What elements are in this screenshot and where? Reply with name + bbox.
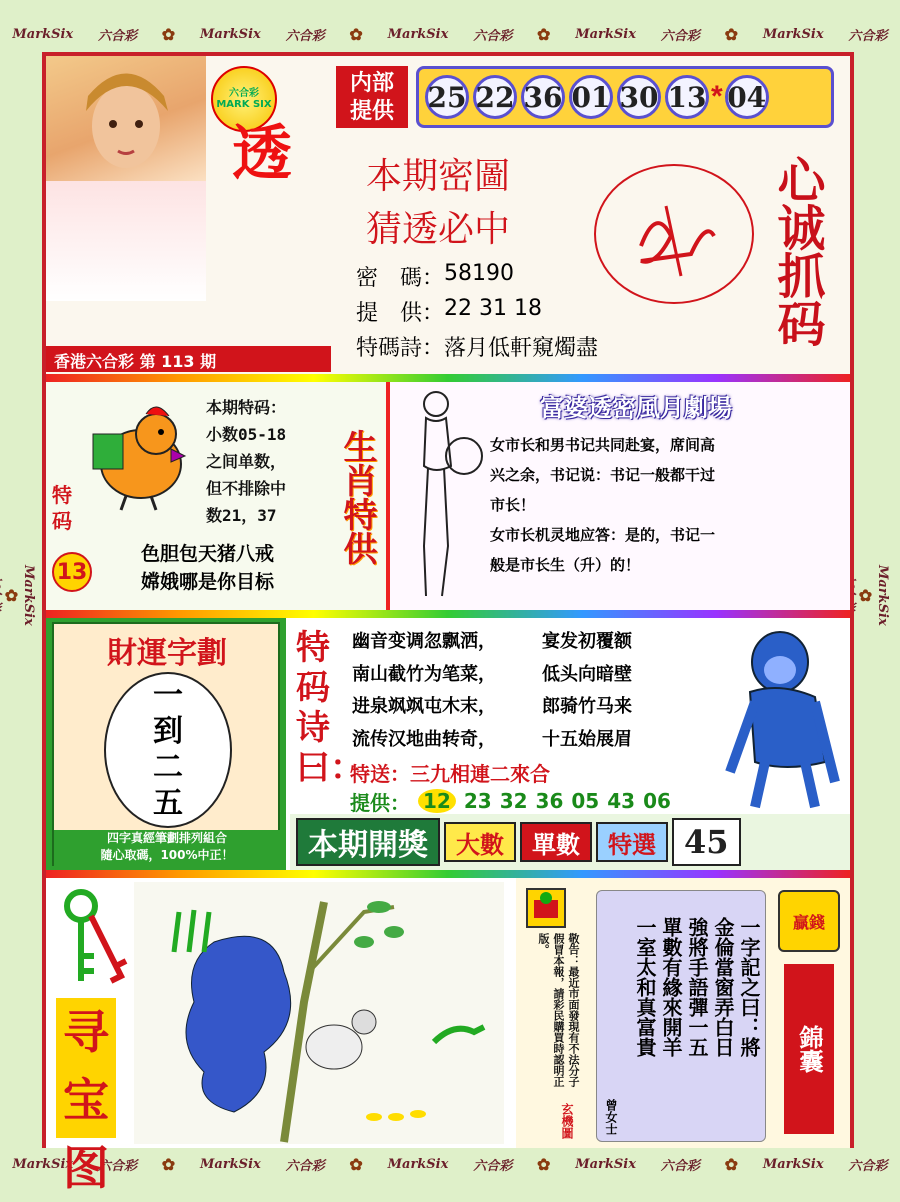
side-title-shengxiao: 生肖特供 xyxy=(337,429,377,565)
divider xyxy=(46,610,850,618)
brand-text: MarkSix xyxy=(575,26,636,42)
brand-text: MarkSix xyxy=(200,26,261,42)
frame-bottom-strip xyxy=(0,1150,900,1178)
scroll-line: 金倫當窗弄白日 xyxy=(711,917,735,1057)
brand-text: MarkSix xyxy=(200,1156,261,1172)
divider xyxy=(46,870,850,878)
poem-section xyxy=(290,618,850,814)
fortune-section xyxy=(46,618,286,870)
main-board xyxy=(42,52,854,1195)
send-row xyxy=(350,758,710,788)
scroll-lines xyxy=(633,917,761,1057)
poem-line: 低头向暗壁 xyxy=(542,663,632,685)
hint-line: 数21，37 xyxy=(206,506,277,525)
poem-label: 特碼詩： xyxy=(356,336,445,361)
logo-text: 六合彩 MARK SIX xyxy=(216,88,272,110)
zodiac-hint xyxy=(206,394,336,534)
fortune-char: 二 xyxy=(153,750,183,785)
flower-icon: ✿ xyxy=(349,24,363,44)
draw-title: 本期開獎 xyxy=(296,818,440,866)
brand-text: MarkSix xyxy=(762,26,824,42)
poem-line: 郎骑竹马来 xyxy=(542,696,632,717)
provide-number: 06 xyxy=(643,789,671,813)
secret-subtitle: 猜透必中 xyxy=(366,209,511,250)
header-section xyxy=(46,56,850,374)
number-ball: 30 xyxy=(617,75,661,119)
fortune-title: 財運字劃 xyxy=(107,636,227,671)
brand-text: MarkSix xyxy=(387,26,449,42)
treasure-title: 寻宝图 xyxy=(56,998,116,1138)
flower-icon: ✿ xyxy=(2,585,21,605)
tag-text: 六合彩 xyxy=(473,28,513,44)
poem-line: 幽音变调忽飘洒， xyxy=(352,631,496,652)
draw-tag-odd: 單數 xyxy=(520,822,592,862)
tema-number: 13 xyxy=(52,552,92,592)
code-value: 58190 xyxy=(444,261,515,286)
tag-text: 六合彩 xyxy=(848,28,888,44)
poem-provide-label: 提供： xyxy=(350,790,410,815)
story-line: 般是市长生（升）的！ xyxy=(490,556,641,574)
poem-line: 流传汉地曲转奇， xyxy=(352,728,496,750)
story-line: 女市长机灵地应答：是的，书记一 xyxy=(490,526,716,544)
key-icon xyxy=(56,886,136,996)
flower-icon: ✿ xyxy=(349,1154,363,1174)
number-ball: 25 xyxy=(425,75,469,119)
fortune-char: 五 xyxy=(153,786,183,821)
tag-text: 六合彩 xyxy=(97,28,137,44)
brand-text: MarkSix xyxy=(875,564,890,626)
story-line: 市长！ xyxy=(490,496,536,514)
provide-number: 23 xyxy=(463,789,492,813)
treasure-map-icon xyxy=(134,882,504,1144)
fortune-oval xyxy=(104,672,232,828)
flower-icon: ✿ xyxy=(724,1154,739,1174)
riddle-line: 嫦娥哪是你目标 xyxy=(141,571,275,593)
poem-lines xyxy=(352,626,712,756)
inner-provide-label: 内部提供 xyxy=(336,66,408,128)
hint-line: 之间单数， xyxy=(206,452,287,471)
money-fist-icon xyxy=(528,890,564,926)
provide-value: 22 31 18 xyxy=(444,296,542,321)
story-line: 兴之余，书记说：书记一般都干过 xyxy=(490,466,716,484)
scroll-author: 曾女士 xyxy=(604,1099,618,1135)
special-number-ball: 04 xyxy=(725,75,769,119)
draw-value: 45 xyxy=(672,818,741,866)
provide-number: 32 xyxy=(499,789,528,813)
story-text xyxy=(490,430,845,610)
frame-top-strip xyxy=(0,20,900,48)
send-value: 三九相連二來合 xyxy=(410,762,550,786)
scroll-line: 單數有緣來開羊 xyxy=(659,917,683,1057)
number-ball: 22 xyxy=(473,75,517,119)
provide-number: 36 xyxy=(535,789,564,813)
draw-tag-special: 特選 xyxy=(596,822,668,862)
jinnang-label: 錦囊 xyxy=(784,964,834,1134)
tag-text: 六合彩 xyxy=(660,28,700,44)
fist-icon xyxy=(526,888,566,928)
hint-line: 小数05-18 xyxy=(206,425,287,444)
tema-label: 特码 xyxy=(52,483,72,533)
scroll-line: 一室太和真富貴 xyxy=(633,917,657,1057)
frame-left-strip xyxy=(2,40,36,1150)
story-title: 富婆透密風月劇場 xyxy=(540,393,732,422)
number-ball: 36 xyxy=(521,75,565,119)
poem-provide-row xyxy=(350,788,750,814)
poem-value: 落月低軒窺燭盡 xyxy=(444,336,599,361)
lady-figure-icon xyxy=(396,386,486,606)
flower-icon: ✿ xyxy=(724,24,739,44)
photo-fade xyxy=(46,181,206,301)
portrait-photo xyxy=(46,56,206,181)
scroll-line: 強將手語彈一五 xyxy=(685,917,709,1057)
highlight-number: 12 xyxy=(418,789,456,813)
provide-label: 提 供： xyxy=(356,301,445,326)
flower-icon: ✿ xyxy=(161,1154,176,1174)
scroll-line: 一字記之曰：將 xyxy=(737,917,761,1057)
flower-icon: ✿ xyxy=(161,24,176,44)
star-separator: * xyxy=(711,80,723,113)
poem-row xyxy=(356,331,736,363)
riddle-line: 色胆包天猪八戒 xyxy=(141,543,275,565)
frame-right-strip xyxy=(856,40,890,1150)
scroll-parchment xyxy=(596,890,766,1142)
monkey-icon xyxy=(715,622,845,812)
story-line: 女市长和男书记共同赴宴，席间高 xyxy=(490,436,716,454)
provide-number: 05 xyxy=(571,789,600,813)
period-bar: 香港六合彩 第 113 期 xyxy=(46,346,331,372)
brand-text: MarkSix xyxy=(762,1156,824,1172)
fortune-char: 一 xyxy=(153,678,183,713)
fortune-note-line: 隨心取碼，100%中正！ xyxy=(100,848,234,862)
poem-line: 南山截竹为笔菜， xyxy=(352,663,496,685)
fortune-card xyxy=(52,622,280,866)
draw-tag-big: 大數 xyxy=(444,822,516,862)
brand-text: MarkSix xyxy=(12,26,74,42)
notice-text: 敬告：最近市面發現有不法分子假冒本報，請彩民購買時認明正版。 xyxy=(537,933,580,1087)
tag-text: 六合彩 xyxy=(285,1158,325,1174)
tag-text xyxy=(0,576,2,615)
flower-icon: ✿ xyxy=(537,24,551,44)
brand-text: MarkSix xyxy=(21,564,36,626)
xuanji-label: 玄機圖 xyxy=(560,1103,574,1139)
divider xyxy=(46,374,850,382)
fortune-char: 到 xyxy=(153,714,183,749)
portrait-icon xyxy=(46,56,206,181)
poem-side-title: 特码诗曰： xyxy=(296,628,364,788)
brand-text: MarkSix xyxy=(387,1156,449,1172)
poem-line: 进泉飒飒屯木末， xyxy=(352,696,496,717)
number-ball: 01 xyxy=(569,75,613,119)
story-section xyxy=(386,382,850,610)
rooster-icon xyxy=(81,394,191,514)
winning-numbers xyxy=(416,66,834,128)
code-label: 密 碼： xyxy=(356,266,445,291)
flower-icon: ✿ xyxy=(856,585,875,605)
send-label: 特送： xyxy=(350,762,410,786)
zodiac-section xyxy=(46,382,386,610)
tag-text: 六合彩 xyxy=(848,1158,888,1174)
hint-line: 但不排除中 xyxy=(206,479,287,498)
scroll-section xyxy=(516,878,850,1148)
poem-line: 宴发初覆额 xyxy=(542,631,632,652)
secret-glyph-icon xyxy=(596,166,756,306)
number-ball: 13 xyxy=(665,75,709,119)
brand-text: MarkSix xyxy=(12,1156,74,1172)
side-title-xincheng: 心诚抓码 xyxy=(769,155,825,347)
zodiac-riddle xyxy=(141,540,341,600)
tag-text: 六合彩 xyxy=(285,28,325,44)
provide-number: 43 xyxy=(607,789,636,813)
title-char: 透 xyxy=(232,119,292,189)
tag-text: 六合彩 xyxy=(473,1158,513,1174)
tag-text: 六合彩 xyxy=(660,1158,700,1174)
win-money-badge: 贏錢 xyxy=(778,890,840,952)
hint-line: 本期特码： xyxy=(206,398,287,417)
fortune-note xyxy=(54,830,280,866)
flower-icon: ✿ xyxy=(537,1154,551,1174)
draw-row xyxy=(290,814,850,870)
fortune-note-line: 四字真經筆劃排列組合 xyxy=(106,831,227,845)
brand-text: MarkSix xyxy=(575,1156,636,1172)
poem-line: 十五始展眉 xyxy=(542,728,632,750)
secret-circle xyxy=(594,164,754,304)
secret-title: 本期密圖 xyxy=(366,156,511,197)
tag-text: 六合彩 xyxy=(97,1158,137,1174)
